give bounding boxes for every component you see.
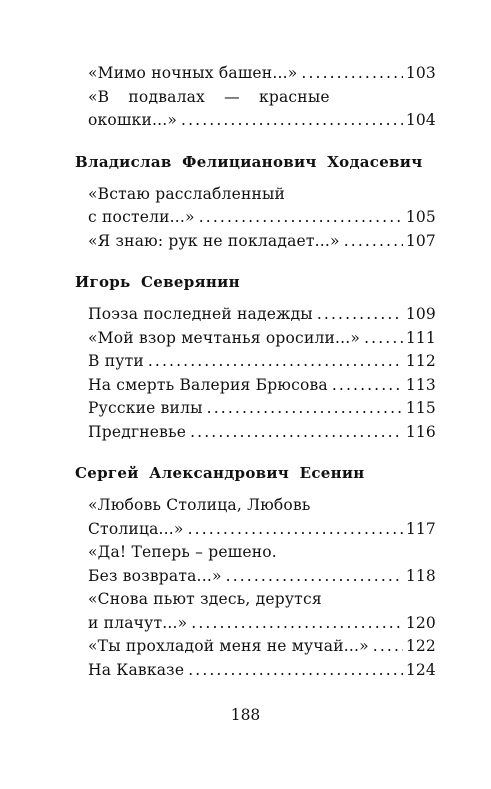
toc-entry xyxy=(88,659,436,683)
toc-section xyxy=(75,462,436,682)
toc-entry xyxy=(88,635,436,659)
dot-leader xyxy=(199,206,403,230)
entry-title: Русские вилы xyxy=(88,399,203,417)
page-number: 188 xyxy=(230,706,261,724)
author-heading: Игорь Северянин xyxy=(75,273,240,291)
entry-title: В пути xyxy=(88,352,144,370)
entry-page-number: 120 xyxy=(405,613,436,632)
table-of-contents xyxy=(75,62,436,682)
dot-leader xyxy=(332,374,403,398)
dot-leader xyxy=(364,327,403,351)
entry-title: «Да! Теперь – решено. xyxy=(88,543,277,561)
entry-title: На смерть Валерия Брюсова xyxy=(88,375,328,394)
entry-title: «Снова пьют здесь, дерутся xyxy=(88,590,322,608)
entry-page-number: 122 xyxy=(405,637,436,655)
dot-leader xyxy=(317,303,403,327)
toc-entry xyxy=(88,327,436,351)
entry-title: Предгневье xyxy=(88,422,187,441)
entry-title: «Любовь Столица, Любовь xyxy=(88,496,311,514)
toc-entry xyxy=(88,62,436,86)
entry-page-number: 103 xyxy=(405,64,436,82)
dot-leader xyxy=(207,397,403,421)
toc-entry xyxy=(88,494,436,541)
entry-page-number: 117 xyxy=(405,519,436,538)
toc-entry xyxy=(88,350,436,374)
toc-entry xyxy=(88,230,436,254)
entry-page-number: 116 xyxy=(405,422,436,441)
entry-title: «В подвалах — красные xyxy=(88,87,330,106)
entry-page-number: 115 xyxy=(405,399,436,417)
author-heading: Сергей Александрович Есенин xyxy=(75,464,365,482)
toc-section xyxy=(75,271,436,444)
author-heading: Владислав Фелицианович Ходасевич xyxy=(75,152,423,171)
toc-entry xyxy=(88,183,436,230)
entry-title: «Мой взор мечтанья оросили...» xyxy=(88,328,361,347)
entry-title: Поэза последней надежды xyxy=(88,305,313,323)
dot-leader xyxy=(148,350,403,374)
dot-leader xyxy=(190,421,403,445)
dot-leader xyxy=(181,109,403,133)
toc-section xyxy=(75,151,436,254)
entry-title-continued: окошки...» xyxy=(88,111,178,129)
entry-page-number: 118 xyxy=(405,566,436,585)
toc-entry xyxy=(88,86,436,133)
entry-page-number: 113 xyxy=(405,375,436,394)
entry-page-number: 107 xyxy=(405,231,436,250)
dot-leader xyxy=(188,518,403,542)
entry-page-number: 111 xyxy=(405,328,436,347)
dot-leader xyxy=(226,565,403,589)
toc-section xyxy=(88,62,436,133)
toc-entry xyxy=(88,588,436,635)
entry-page-number: 105 xyxy=(405,208,436,226)
toc-entry xyxy=(88,374,436,398)
dot-leader xyxy=(188,659,403,683)
toc-entry xyxy=(88,397,436,421)
entry-title-continued: Столица...» xyxy=(88,519,184,538)
dot-leader xyxy=(344,230,403,254)
entry-page-number: 104 xyxy=(405,111,436,129)
entry-page-number: 124 xyxy=(405,660,436,679)
toc-entry xyxy=(88,541,436,588)
dot-leader xyxy=(191,612,403,636)
entry-title-continued: Без возврата...» xyxy=(88,566,222,585)
dot-leader xyxy=(373,635,403,659)
entry-title: «Я знаю: рук не покладает...» xyxy=(88,231,340,250)
toc-entry xyxy=(88,421,436,445)
entry-title-continued: с постели...» xyxy=(88,208,195,226)
entry-page-number: 109 xyxy=(405,305,436,323)
entry-title: «Встаю расслабленный xyxy=(88,184,286,203)
entry-title: На Кавказе xyxy=(88,660,185,679)
dot-leader xyxy=(301,62,402,86)
entry-page-number: 112 xyxy=(405,352,436,370)
entry-title: «Ты прохладой меня не мучай...» xyxy=(88,637,369,655)
toc-entry xyxy=(88,303,436,327)
entry-title: «Мимо ночных башен...» xyxy=(88,64,298,82)
entry-title-continued: и плачут...» xyxy=(88,613,188,632)
